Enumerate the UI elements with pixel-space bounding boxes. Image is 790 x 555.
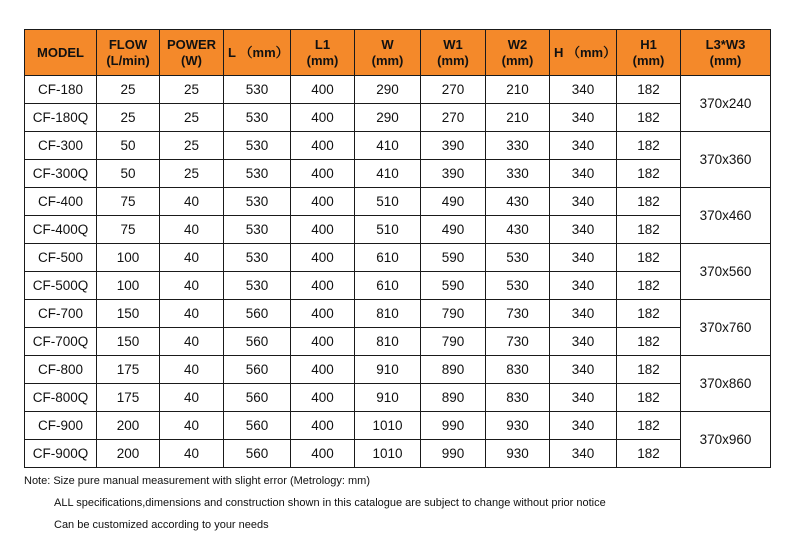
column-header-label: W [381, 36, 394, 52]
table-cell: 340 [550, 356, 617, 384]
model-cell: CF-400Q [25, 216, 97, 244]
table-cell: 1010 [355, 412, 421, 440]
table-cell: 560 [224, 440, 291, 468]
table-cell: 490 [421, 216, 486, 244]
table-cell: 40 [160, 272, 224, 300]
table-cell: 182 [617, 300, 681, 328]
model-cell: CF-180 [25, 76, 97, 104]
table-cell: 40 [160, 440, 224, 468]
table-cell: 75 [97, 188, 160, 216]
table-cell: 890 [421, 356, 486, 384]
model-cell: CF-180Q [25, 104, 97, 132]
table-cell: 410 [355, 160, 421, 188]
table-cell: 182 [617, 412, 681, 440]
model-cell: CF-900Q [25, 440, 97, 468]
table-cell: 530 [224, 244, 291, 272]
table-cell: 182 [617, 76, 681, 104]
table-cell: 40 [160, 188, 224, 216]
table-cell: 730 [486, 328, 550, 356]
column-header-unit: (mm) [709, 52, 742, 68]
table-cell: 410 [355, 132, 421, 160]
table-cell: 25 [160, 132, 224, 160]
table-cell: 400 [291, 160, 355, 188]
table-cell: 210 [486, 76, 550, 104]
table-cell: 430 [486, 216, 550, 244]
table-cell: 730 [486, 300, 550, 328]
l3w3-cell: 370x240 [681, 76, 771, 132]
column-header-label: W2 [507, 36, 528, 52]
table-cell: 25 [97, 104, 160, 132]
table-cell: 400 [291, 188, 355, 216]
table-cell: 182 [617, 384, 681, 412]
table-cell: 830 [486, 356, 550, 384]
note-change-notice: ALL specifications,dimensions and construction shown in this catalogue are subject to change without prior notice [54, 497, 606, 509]
table-cell: 830 [486, 384, 550, 412]
column-header [550, 30, 617, 76]
column-header [291, 30, 355, 76]
table-cell: 790 [421, 328, 486, 356]
table-cell: 400 [291, 104, 355, 132]
table-cell: 40 [160, 356, 224, 384]
table-row [25, 300, 771, 328]
column-header-label: FLOW [108, 36, 148, 52]
table-cell: 100 [97, 244, 160, 272]
model-cell: CF-400 [25, 188, 97, 216]
l3w3-cell: 370x860 [681, 356, 771, 412]
table-cell: 400 [291, 328, 355, 356]
table-row [25, 104, 771, 132]
table-cell: 400 [291, 440, 355, 468]
table-cell: 40 [160, 328, 224, 356]
table-cell: 340 [550, 132, 617, 160]
table-cell: 560 [224, 384, 291, 412]
column-header-label: L1 [314, 36, 331, 52]
table-cell: 25 [160, 104, 224, 132]
column-header-label: POWER [166, 36, 217, 52]
model-cell: CF-500Q [25, 272, 97, 300]
l3w3-cell: 370x760 [681, 300, 771, 356]
column-header-unit: (mm) [306, 52, 339, 68]
table-cell: 590 [421, 244, 486, 272]
column-header [421, 30, 486, 76]
table-body [25, 76, 771, 468]
table-cell: 25 [160, 76, 224, 104]
table-cell: 530 [224, 188, 291, 216]
column-header [486, 30, 550, 76]
model-cell: CF-900 [25, 412, 97, 440]
table-cell: 510 [355, 216, 421, 244]
table-row [25, 440, 771, 468]
table-row [25, 76, 771, 104]
table-cell: 182 [617, 440, 681, 468]
table-cell: 530 [224, 216, 291, 244]
model-cell: CF-700Q [25, 328, 97, 356]
table-cell: 400 [291, 384, 355, 412]
table-cell: 340 [550, 160, 617, 188]
table-row [25, 328, 771, 356]
table-cell: 530 [486, 272, 550, 300]
table-cell: 340 [550, 412, 617, 440]
table-cell: 340 [550, 300, 617, 328]
table-cell: 390 [421, 132, 486, 160]
table-cell: 330 [486, 132, 550, 160]
table-cell: 182 [617, 244, 681, 272]
table-header [25, 30, 771, 76]
table-cell: 340 [550, 272, 617, 300]
table-cell: 182 [617, 356, 681, 384]
table-cell: 50 [97, 132, 160, 160]
table-cell: 50 [97, 160, 160, 188]
table-cell: 560 [224, 328, 291, 356]
column-header-unit: (L/min) [106, 52, 150, 68]
table-cell: 270 [421, 76, 486, 104]
table-cell: 100 [97, 272, 160, 300]
table-cell: 400 [291, 300, 355, 328]
column-header-unit: (mm) [371, 52, 404, 68]
table-row [25, 384, 771, 412]
table-cell: 560 [224, 356, 291, 384]
model-cell: CF-700 [25, 300, 97, 328]
table-cell: 400 [291, 216, 355, 244]
table-cell: 40 [160, 244, 224, 272]
note-customization: Can be customized according to your needs [54, 519, 269, 531]
column-header-unit: (mm) [632, 52, 665, 68]
column-header-unit: (mm) [437, 52, 469, 68]
column-header [355, 30, 421, 76]
model-cell: CF-800Q [25, 384, 97, 412]
table-cell: 430 [486, 188, 550, 216]
l3w3-cell: 370x560 [681, 244, 771, 300]
table-cell: 175 [97, 384, 160, 412]
table-cell: 270 [421, 104, 486, 132]
table-cell: 590 [421, 272, 486, 300]
table-row [25, 272, 771, 300]
column-header [617, 30, 681, 76]
table-cell: 182 [617, 160, 681, 188]
column-header-label: H1 [640, 36, 657, 52]
table-cell: 810 [355, 328, 421, 356]
table-cell: 910 [355, 384, 421, 412]
table-cell: 530 [224, 76, 291, 104]
table-cell: 490 [421, 188, 486, 216]
table-cell: 610 [355, 244, 421, 272]
table-cell: 400 [291, 244, 355, 272]
table-cell: 175 [97, 356, 160, 384]
table-cell: 400 [291, 272, 355, 300]
table-row [25, 412, 771, 440]
table-cell: 340 [550, 104, 617, 132]
header-row [25, 30, 771, 76]
table-cell: 25 [160, 160, 224, 188]
table-cell: 40 [160, 412, 224, 440]
column-header [25, 30, 97, 76]
table-cell: 40 [160, 216, 224, 244]
table-cell: 910 [355, 356, 421, 384]
table-cell: 1010 [355, 440, 421, 468]
table-cell: 40 [160, 384, 224, 412]
table-cell: 530 [224, 104, 291, 132]
table-cell: 510 [355, 188, 421, 216]
table-cell: 40 [160, 300, 224, 328]
table-cell: 290 [355, 76, 421, 104]
table-cell: 930 [486, 412, 550, 440]
model-cell: CF-300 [25, 132, 97, 160]
table-cell: 182 [617, 272, 681, 300]
table-cell: 560 [224, 300, 291, 328]
column-header-label: W1 [443, 36, 463, 52]
notes [24, 470, 606, 536]
l3w3-cell: 370x360 [681, 132, 771, 188]
table-cell: 340 [550, 188, 617, 216]
l3w3-cell: 370x460 [681, 188, 771, 244]
table-cell: 340 [550, 216, 617, 244]
table-cell: 400 [291, 76, 355, 104]
table-row [25, 356, 771, 384]
table-cell: 25 [97, 76, 160, 104]
model-cell: CF-800 [25, 356, 97, 384]
column-header [160, 30, 224, 76]
column-header-label: L3*W3 [705, 36, 746, 52]
table-cell: 810 [355, 300, 421, 328]
table-cell: 790 [421, 300, 486, 328]
table-cell: 610 [355, 272, 421, 300]
table-cell: 560 [224, 412, 291, 440]
table-cell: 990 [421, 440, 486, 468]
table-cell: 530 [224, 132, 291, 160]
table-cell: 340 [550, 384, 617, 412]
table-cell: 530 [486, 244, 550, 272]
column-header [224, 30, 291, 76]
table-cell: 182 [617, 132, 681, 160]
table-cell: 200 [97, 440, 160, 468]
column-header-label: MODEL [37, 44, 84, 60]
table-cell: 890 [421, 384, 486, 412]
table-cell: 340 [550, 244, 617, 272]
table-row [25, 188, 771, 216]
column-header-unit: (mm) [501, 52, 534, 68]
column-header [681, 30, 771, 76]
note-measurement: Note: Size pure manual measurement with slight error (Metrology: mm) [24, 475, 371, 487]
table-row [25, 216, 771, 244]
table-cell: 340 [550, 328, 617, 356]
table-cell: 400 [291, 412, 355, 440]
table-cell: 150 [97, 300, 160, 328]
table-cell: 75 [97, 216, 160, 244]
table-cell: 182 [617, 328, 681, 356]
table-cell: 400 [291, 132, 355, 160]
table-cell: 530 [224, 272, 291, 300]
column-header-label: L （mm） [228, 44, 289, 60]
model-cell: CF-500 [25, 244, 97, 272]
table-cell: 390 [421, 160, 486, 188]
table-cell: 182 [617, 188, 681, 216]
table-cell: 340 [550, 76, 617, 104]
table-row [25, 244, 771, 272]
table-cell: 150 [97, 328, 160, 356]
table-cell: 530 [224, 160, 291, 188]
column-header [97, 30, 160, 76]
table-cell: 200 [97, 412, 160, 440]
table-cell: 990 [421, 412, 486, 440]
table-cell: 210 [486, 104, 550, 132]
spec-table [24, 29, 771, 468]
table-row [25, 132, 771, 160]
l3w3-cell: 370x960 [681, 412, 771, 468]
table-row [25, 160, 771, 188]
model-cell: CF-300Q [25, 160, 97, 188]
table-cell: 930 [486, 440, 550, 468]
column-header-unit: (W) [181, 52, 202, 68]
table-cell: 340 [550, 440, 617, 468]
column-header-label: H （mm） [554, 44, 617, 60]
table-cell: 182 [617, 104, 681, 132]
table-cell: 182 [617, 216, 681, 244]
table-cell: 400 [291, 356, 355, 384]
table-cell: 330 [486, 160, 550, 188]
table-cell: 290 [355, 104, 421, 132]
